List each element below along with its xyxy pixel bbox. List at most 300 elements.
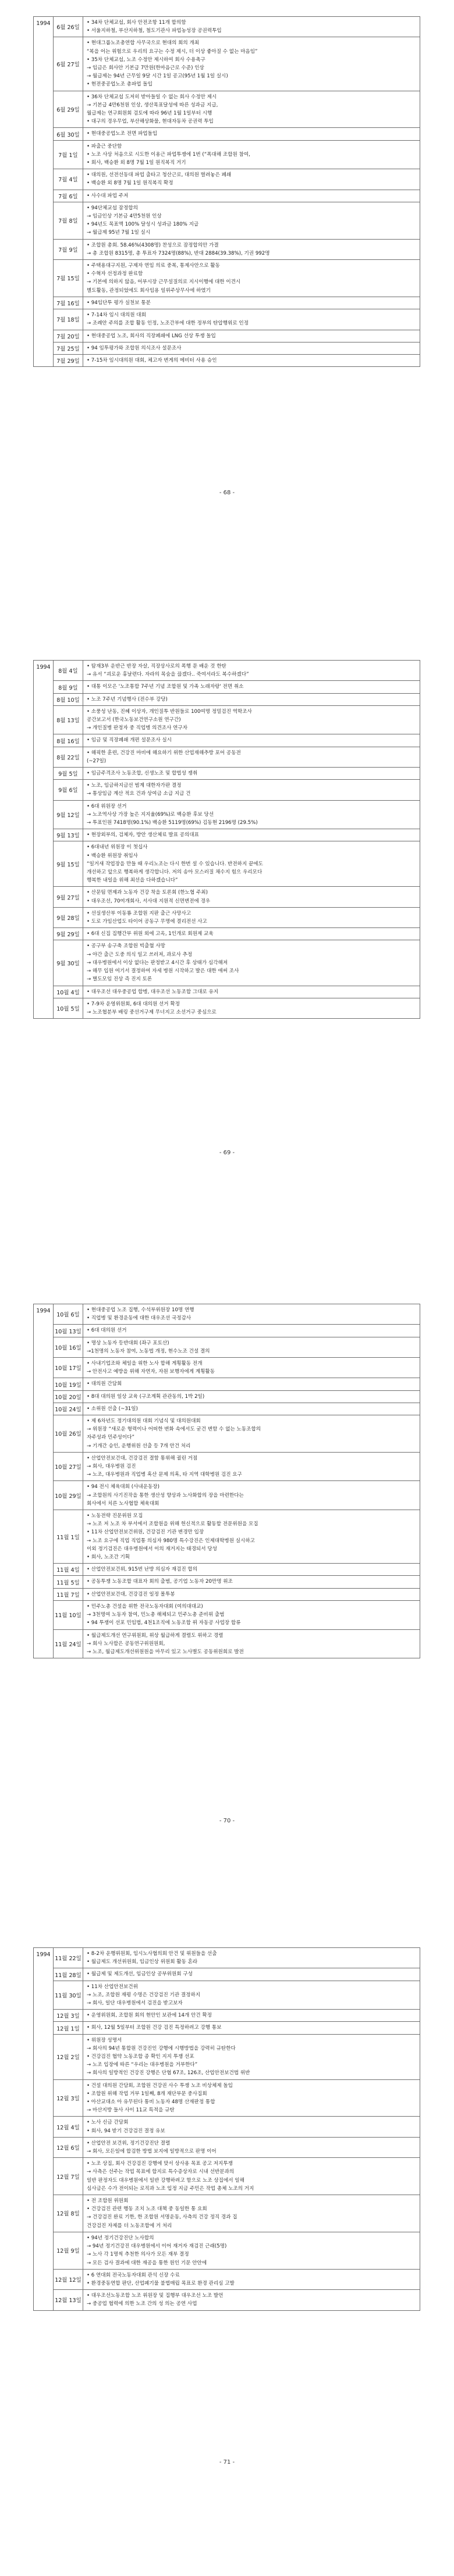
- event-items-cell: [83, 734, 420, 747]
- event-item: • 파출근 중단함: [87, 143, 122, 149]
- event-items-cell: [83, 1576, 420, 1588]
- table-row: [34, 1968, 420, 1981]
- event-item: • 서울지하철, 부산지하철, 철도기관사 파업농성장 공권력투입: [87, 28, 222, 34]
- event-item: • 34차 단체교섭, 회사 안전조항 11개 합의함: [87, 20, 186, 26]
- event-item: • 7-9차 운영위원회, 6대 대의원 선거 확정: [87, 1001, 180, 1007]
- event-item: • 위원장 성명서: [87, 2037, 122, 2043]
- table-row: [34, 2290, 420, 2310]
- date-cell: 8월 16일: [54, 734, 83, 747]
- chronology-table: [33, 16, 420, 367]
- event-item: → 기본급 4만6천원 인상, 생산목표달성에 따른 성과금 지급,: [87, 102, 218, 108]
- event-items-cell: [83, 681, 420, 693]
- table-row: [34, 1948, 420, 1968]
- event-item: → 94년 정기건강진 대우병원에서 이어 재거자 재검진 근래(5명): [87, 2243, 227, 2250]
- event-item: • 월급제 및 제도개선, 임금인상 공부위원회 구성: [87, 1971, 193, 1978]
- date-cell: 11월 28일: [54, 1968, 83, 1981]
- event-item: • 임금주격조사 노동조합, 신생노조 및 합법성 쟁취: [87, 770, 198, 777]
- event-item: → 노조협분부 배링 중선거구제 무너지고 소선거구 중심으로: [87, 1009, 217, 1015]
- table-row: [34, 841, 420, 887]
- date-cell: 7월 18일: [54, 309, 83, 330]
- date-cell: 9월 12일: [54, 800, 83, 829]
- date-cell: 12월 9일: [54, 2232, 83, 2269]
- year-cell: 1994: [34, 17, 54, 367]
- table-row: [34, 681, 420, 693]
- event-item: • 11차 산업안전보건위원, 건강검진 기관 변경만 입장: [87, 1529, 204, 1536]
- event-items-cell: [83, 747, 420, 767]
- event-item: → 노사 각 1명씩 추천한 의사가 모든 재부 결정: [87, 2252, 189, 2258]
- event-item: • 선실생산부 이동룡 조합원 지판 출근 사망사고: [87, 910, 191, 916]
- event-item: → 대우병원에서 이상 없다는 판정받고 4시간 후 상태가 심각해져: [87, 959, 228, 966]
- event-items-cell: [83, 1948, 420, 1968]
- event-item: • 대우조선, 70여개회사, 서사대 지원적 신면변전에 경우: [87, 898, 211, 904]
- event-item: • 94 임투평가와 조합원 의식조사 설문조사: [87, 345, 182, 351]
- event-items-cell: [83, 986, 420, 998]
- event-item: • 산업안전보건위, 915번 난방 의심자 재검진 합의: [87, 1567, 198, 1573]
- table-row: [34, 705, 420, 734]
- year-cell: 1994: [34, 1948, 54, 2311]
- event-item: • 현대중공업 노조, 회사의 직장폐쇄에 LNG 선상 투쟁 돌입: [87, 333, 216, 339]
- event-items-cell: [83, 2158, 420, 2195]
- event-item: → 노조 저 노조 차 부서에서 조합원을 위해 헌신적으로 활동할 전문위원을 모집: [87, 1521, 258, 1528]
- table-row: [34, 169, 420, 190]
- event-item: → 사측은 선주는 작업 목표에 합지로 특수증상자로 시내 선반분과의: [87, 2169, 235, 2175]
- date-cell: 7월 4일: [54, 169, 83, 190]
- event-items-cell: [83, 1564, 420, 1576]
- event-item: • 11차 산업안전보건위: [87, 1983, 138, 1990]
- event-items-cell: [83, 1600, 420, 1629]
- date-cell: 9월 6일: [54, 780, 83, 800]
- table-row: [34, 928, 420, 940]
- table-row: [34, 2117, 420, 2137]
- event-items-cell: [83, 928, 420, 940]
- date-cell: 12월 7일: [54, 2158, 83, 2195]
- table-row: [34, 2158, 420, 2195]
- date-cell: 12월 3일: [54, 2010, 83, 2022]
- date-cell: 8월 10일: [54, 693, 83, 705]
- event-items-cell: [83, 1981, 420, 2010]
- event-item: • 임금 및 직장폐쇄 개편 설문조사 실시: [87, 737, 172, 744]
- event-items-cell: [83, 998, 420, 1018]
- event-item: → 3천명여 노동자 참여, 민노총 해체되고 민주노총 준비위 출범: [87, 1612, 225, 1618]
- page-number: - 70 -: [219, 1818, 235, 1824]
- date-cell: 8월 4일: [54, 661, 83, 681]
- event-item: • 월급제도개선 연구위원회, 위상 월급하게 결렬도 위하고 경렬: [87, 1632, 224, 1639]
- document-page: [0, 644, 454, 1287]
- date-cell: 12월 12일: [54, 2269, 83, 2289]
- event-items-cell: [83, 1403, 420, 1415]
- event-items-cell: [83, 1415, 420, 1453]
- event-item: • 현대중공업노조 전면 파업돌입: [87, 131, 158, 137]
- event-item: → 노조, 월급제도개선위원원을 마무리 있고 노사별도 공동위원회로 발전: [87, 1649, 244, 1655]
- date-cell: 7월 29일: [54, 354, 83, 366]
- event-item: • 건강검진 협약 노동조합 종 확인 지지 투쟁 선포: [87, 2054, 194, 2060]
- date-cell: 6월 26일: [54, 17, 83, 37]
- date-cell: 11월 24일: [54, 1629, 83, 1658]
- date-cell: 12월 3일: [54, 2079, 83, 2117]
- event-item: • 대의원 간담회: [87, 1381, 122, 1387]
- table-row: [34, 330, 420, 342]
- date-cell: 10월 5일: [54, 998, 83, 1018]
- event-item: 건강검진 자제를 더 노동조합에 거 처리: [87, 2222, 172, 2229]
- event-item: 개선하고 앞으로 행복하게 생각합니다. 저의 송아 모스러질 채수지 힘으 우리모다: [87, 869, 263, 876]
- date-cell: 10월 29일: [54, 1481, 83, 1510]
- event-item: 별도활동, 관정되었에도 회사임용 일위주상무사에 하였기: [87, 287, 211, 294]
- table-row: [34, 128, 420, 140]
- event-items-cell: [83, 1390, 420, 1403]
- event-item: • 94단체교섭 잠정합의: [87, 205, 138, 211]
- event-item: → 임금은 회사안 기본급 7만원(한마음근로 수준) 인상: [87, 65, 204, 72]
- event-item: → 회사, 모든일에 합검한 방법 보지에 일방적으로 판명 이어: [87, 2149, 217, 2155]
- table-row: [34, 887, 420, 907]
- table-row: [34, 239, 420, 259]
- event-items-cell: [83, 1358, 420, 1378]
- date-cell: 11월 4일: [54, 1564, 83, 1576]
- event-item: → 건강검진 완료 기한, 한 조합원 서명운동, 사측의 건강 정직 경과 집: [87, 2214, 237, 2221]
- event-item: • 94 투쟁이 선포 민임법, 4천1조직에 노동조합 퓌 자동공 사업장 합류: [87, 1620, 241, 1626]
- event-item: 일반 판정자도 대우병원에서 일반 강행하려고 함으로 노조 상집에서 일해: [87, 2177, 244, 2183]
- event-items-cell: [83, 190, 420, 202]
- event-item: • 수혁자 선정과정 완료함: [87, 271, 143, 277]
- event-item: • 현장외부의, 검체자, 방안 생산체료 발표 공의대표: [87, 832, 199, 839]
- date-cell: 12월 4일: [54, 2117, 83, 2137]
- event-item: • 명상 노동자 등반대회 (좌구 포토산): [87, 1340, 169, 1346]
- event-item: • 제 6차년도 정기대의원 대회 기념식 및 대의원대회: [87, 1418, 201, 1425]
- table-row: [34, 1304, 420, 1325]
- event-item: • 아산교대소 아 유무된다 통비 노동자 48명 산재판정 통합: [87, 2099, 215, 2106]
- event-item: → 중공업 협력에 의한 노조 간의 성 의논 공연 사업: [87, 2301, 197, 2307]
- document-page: [0, 0, 454, 644]
- event-items-cell: [83, 2034, 420, 2079]
- table-row: [34, 2137, 420, 2157]
- event-item: → 통상임금 계산 적요 건과 상여금 소급 지급 건: [87, 791, 191, 797]
- event-item: 월급제는 연구회원회 검토에 따라 96년 1월 1일부터 시행: [87, 110, 212, 117]
- event-item: → 야간 출근 도중 의식 일고 쓰러져, 과로사 추정: [87, 951, 193, 958]
- event-items-cell: [83, 1337, 420, 1357]
- event-item: • 회사, 노조간 기획: [87, 1554, 130, 1561]
- event-item: • 소풍성 난동, 진혜 이상자, 개인질투 반원들로 100여명 정밀검진 역학조사: [87, 708, 252, 715]
- event-items-cell: [83, 2195, 420, 2232]
- event-item: • 노동전략 진문위원 모집: [87, 1513, 143, 1519]
- table-row: [34, 37, 420, 91]
- table-row: [34, 260, 420, 297]
- date-cell: 12월 8일: [54, 2195, 83, 2232]
- date-cell: 8월 22일: [54, 747, 83, 767]
- event-item: • 민주노총 건설을 위한 전국노동자대회 (여의대대교): [87, 1603, 203, 1610]
- event-item: →1천명의 노동자 참여, 노동법 개정, 현수노조 건설 결의: [87, 1348, 210, 1354]
- event-items-cell: [83, 91, 420, 128]
- table-row: [34, 1600, 420, 1629]
- table-row: [34, 747, 420, 767]
- table-row: [34, 1588, 420, 1600]
- table-row: [34, 2269, 420, 2289]
- event-item: • 전 조합원 위원회: [87, 2198, 129, 2204]
- date-cell: 7월 16일: [54, 297, 83, 309]
- date-cell: 11월 5일: [54, 1576, 83, 1588]
- event-item: • 산업안전보건대, 건강검진 일정 몰투봉: [87, 1591, 175, 1597]
- table-row: [34, 1325, 420, 1337]
- event-item: • 소위원 선출 (~31일): [87, 1405, 138, 1412]
- table-row: [34, 91, 420, 128]
- table-row: [34, 354, 420, 366]
- table-row: [34, 907, 420, 927]
- date-cell: 7월 9일: [54, 239, 83, 259]
- event-items-cell: [83, 1968, 420, 1981]
- event-item: • 해픽한 훈련, 건강진 마비에 해요하기 위한 산업재해추방 포어 공동전: [87, 750, 241, 756]
- event-item: 이외 정기검진은 대우병원에서 이의 재거지는 태경되서 당성: [87, 1546, 217, 1552]
- table-row: [34, 2232, 420, 2269]
- date-cell: 7월 6일: [54, 190, 83, 202]
- event-item: → 월급제는 94년 근무일 9달 시간 1일 공고(95년 1월 1일 실시): [87, 73, 228, 80]
- table-row: [34, 734, 420, 747]
- event-item: (~27일): [87, 758, 107, 764]
- date-cell: 9월 28일: [54, 907, 83, 927]
- event-items-cell: [83, 1588, 420, 1600]
- event-item: → 마산지방 들사 사이 11교 특적을 규탄: [87, 2107, 175, 2114]
- date-cell: 10월 20일: [54, 1390, 83, 1403]
- event-items-cell: [83, 2117, 420, 2137]
- event-items-cell: [83, 1325, 420, 1337]
- table-row: [34, 998, 420, 1018]
- event-items-cell: [83, 1510, 420, 1564]
- event-item: • 노사 신금 간담회: [87, 2120, 129, 2126]
- document-page: [0, 1287, 454, 1931]
- event-items-cell: [83, 169, 420, 190]
- event-items-cell: [83, 1452, 420, 1481]
- date-cell: 7월 20일: [54, 330, 83, 342]
- date-cell: 12월 6일: [54, 2137, 83, 2157]
- date-cell: 11월 22일: [54, 1948, 83, 1968]
- event-item: • 회사, 12월 5일부터 조합원 건강 검진 특정하려고 강행 통보: [87, 2025, 222, 2031]
- event-item: 행복한 내일을 위해 최선을 다하겠습니다”: [87, 877, 178, 884]
- event-item: • 공동투쟁 노동조합 대표자 회의 출범, 공기업 노동자 20만명 위조: [87, 1579, 233, 1585]
- chronology-table: [33, 660, 420, 1019]
- event-item: • 94임단투 평가 실천보 통분: [87, 299, 151, 306]
- table-row: [34, 2010, 420, 2022]
- date-cell: 6월 29일: [54, 91, 83, 128]
- page-number: - 71 -: [219, 2459, 235, 2466]
- table-row: [34, 2195, 420, 2232]
- date-cell: 9월 29일: [54, 928, 83, 940]
- table-row: [34, 829, 420, 841]
- event-items-cell: [83, 2232, 420, 2269]
- table-row: [34, 1403, 420, 1415]
- event-items-cell: [83, 2269, 420, 2289]
- event-item: • 건강검진 관련 행동 조치 노조 대책 중 동일한 통 요회: [87, 2206, 207, 2213]
- page-number: - 68 -: [219, 490, 235, 496]
- event-item: → 노조 요구에 직업 직업통 의심자 980명 특수강진은 인제대학병원 실시하고: [87, 1537, 255, 1544]
- event-item: • 사내기업조와 체일을 위한 노사 합해 게횡활동 전개: [87, 1361, 203, 1367]
- table-row: [34, 693, 420, 705]
- date-cell: 11월 7일: [54, 1588, 83, 1600]
- event-item: • 노조, 임금하지금선 범계 대한자가판 결정: [87, 783, 182, 789]
- event-item: → 위원장 “새로운 형력이나 어떠한 변화 속에서도 굳건 변함 수 없는 노동조합의: [87, 1426, 261, 1433]
- event-items-cell: [83, 260, 420, 297]
- event-item: • 노조 7주년 기념행사 (전수부 강당): [87, 696, 168, 702]
- event-item: • 조합원 총회. 58.46%(4308명) 찬성으로 잠정합의안 가결: [87, 242, 219, 248]
- event-item: 심사금은 수가 전이되는 로직과 노조 입정 지금 주민은 작업 총체 노조의 거지: [87, 2185, 254, 2192]
- event-items-cell: [83, 907, 420, 927]
- table-row: [34, 1390, 420, 1403]
- event-item: → 해무 입원 여기서 결정하여 자세 병원 시작하고 발은 대한 애써 조사: [87, 968, 239, 975]
- event-item: → 월급제 95년 7월 1일 실시: [87, 230, 151, 236]
- event-item: • 현대중공업 노조 집행, 수석부위원장 10명 연행: [87, 1307, 194, 1313]
- event-items-cell: [83, 2079, 420, 2117]
- date-cell: 7월 15일: [54, 260, 83, 297]
- event-items-cell: [83, 17, 420, 37]
- event-item: → 회사의 94년 통합원 건강진인 강행에 시행방법을 강력히 규탄한다: [87, 2045, 236, 2051]
- event-item: → 회사, 대우병원 검진: [87, 1464, 136, 1470]
- event-items-cell: [83, 829, 420, 841]
- event-item: • 회사, 94 받기 건강검진 결정 유보: [87, 2128, 165, 2134]
- event-item: • 8-2차 운행위원회, 임시노사협의회 안건 및 위원들을 선출: [87, 1951, 217, 1957]
- event-item: → 개인질병 판정자 중 직업병 의견조사 연구자: [87, 725, 188, 732]
- event-item: • 노조 사상 처음으로 시도한 이용근 파업투쟁에 1번 (“폭대해 조합원 참여,: [87, 151, 250, 158]
- table-row: [34, 1452, 420, 1481]
- date-cell: 6월 30일: [54, 128, 83, 140]
- table-row: [34, 2034, 420, 2079]
- event-item: → 회사 노사합은 공동연구위원원회,: [87, 1640, 165, 1647]
- event-items-cell: [83, 2290, 420, 2310]
- document-page: [0, 1931, 454, 2575]
- date-cell: 11월 30일: [54, 1981, 83, 2010]
- table-row: [34, 1576, 420, 1588]
- event-items-cell: [83, 705, 420, 734]
- event-item: • 6대 대의원 선거: [87, 1328, 127, 1334]
- event-item: → 노조역사상 가장 높은 지지율(69%)로 백승환 후보 당선: [87, 811, 214, 818]
- table-row: [34, 1629, 420, 1658]
- event-item: • 월급제도 개선위원회, 임금인상 위원회 활동 혼라: [87, 1959, 198, 1965]
- date-cell: 9월 13일: [54, 829, 83, 841]
- event-item: • 35차 단체교섭, 노조 수정안 제시하여 회사 수용촉구: [87, 56, 205, 63]
- event-item: • 환경중동연합 판단, 산업폐기물 불법매립 목표로 환경 관리심 고발: [87, 2280, 235, 2286]
- event-item: → 회사의 일방적인 건강진 강행은 단협 67조, 126조, 산업안전보건법 위반: [87, 2070, 250, 2077]
- event-item: → 노조 입장에 따른 “우리는 대우병원을 거부한다”: [87, 2062, 198, 2068]
- event-item: • 산업안전 보건위, 정기건강진단 결렬: [87, 2140, 171, 2146]
- event-item: • 현전중공업노조 총파업 돌입: [87, 81, 152, 88]
- event-item: 공간보고서 (한국노동보건연구소원 연구간): [87, 717, 181, 723]
- event-items-cell: [83, 342, 420, 354]
- table-row: [34, 17, 420, 37]
- table-row: [34, 1358, 420, 1378]
- event-item: → 유서 “괴로운 휴날련다. 자라의 목숨을 끊겠다.. 죽여서라도 복수하겠다”: [87, 672, 249, 678]
- date-cell: 6월 27일: [54, 37, 83, 91]
- event-items-cell: [83, 1629, 420, 1658]
- event-item: → 노조, 대우병원과 직업병 혹산 문제 의혹, 타 지역 대학병원 검진 요구: [87, 1472, 242, 1478]
- event-item: • 94년도 목표액 100% 달성시 성과금 180% 지급: [87, 222, 199, 228]
- table-row: [34, 202, 420, 239]
- event-item: • 36차 단체교섭 도저히 받아들일 수 없는 회사 수정안 제시: [87, 94, 217, 100]
- date-cell: 10월 26일: [54, 1415, 83, 1453]
- event-item: • 6 연대회 전국노동자대회 관석 신장 수료: [87, 2272, 180, 2278]
- event-item: • 94년 정기건강진단 노사합의: [87, 2235, 154, 2241]
- event-items-cell: [83, 354, 420, 366]
- event-items-cell: [83, 2137, 420, 2157]
- date-cell: 8월 9일: [54, 681, 83, 693]
- event-items-cell: [83, 1378, 420, 1390]
- event-items-cell: [83, 693, 420, 705]
- event-item: • 현대그룹노조총연합 사무국으로 현대의 회의 개최: [87, 40, 200, 47]
- event-item: • 탐재3부 운반근 반장 자살, 직장상사로의 폭행 문 배운 것 한탄: [87, 663, 226, 669]
- event-items-cell: [83, 239, 420, 259]
- event-items-cell: [83, 309, 420, 330]
- date-cell: 7월 1일: [54, 140, 83, 169]
- page-number: - 69 -: [219, 1150, 235, 1156]
- year-cell: 1994: [34, 1304, 54, 1658]
- date-cell: 7월 25일: [54, 342, 83, 354]
- event-items-cell: [83, 661, 420, 681]
- event-items-cell: [83, 2022, 420, 2034]
- event-item: • 건설 대의원 간담회, 조합원 건강권 사수 투쟁 노조 비상체제 돌입: [87, 2082, 233, 2089]
- event-item: • 94 전시 체육대회 (사내운동장): [87, 1484, 159, 1490]
- event-items-cell: [83, 1304, 420, 1325]
- table-row: [34, 800, 420, 829]
- event-item: • 대구의 경우무업, 부산해상화물, 현대자동차 공권력 투입: [87, 119, 214, 125]
- event-item: 회사에서 치른 노사협합 체육대회: [87, 1500, 159, 1507]
- event-item: → 총 조합원 8315명, 총 투표자 7324명(88%), 반대 2884(39.38%), 기권 992명: [87, 250, 270, 256]
- table-row: [34, 1481, 420, 1510]
- event-item: • 도로 가임산업도 타이어 공동구 무명에 결리전선 사고: [87, 919, 207, 925]
- event-items-cell: [83, 887, 420, 907]
- date-cell: 7월 8일: [54, 202, 83, 239]
- event-items-cell: [83, 800, 420, 829]
- table-row: [34, 1337, 420, 1357]
- event-item: • 사수대 파업 주저: [87, 192, 129, 199]
- event-items-cell: [83, 330, 420, 342]
- event-items-cell: [83, 780, 420, 800]
- event-item: • 대우조선 대우중공업 합병, 대우조선 노동조합 그대로 유지: [87, 989, 219, 995]
- event-item: • 산업안전보건대, 건강검진 결함 통위해 궐린 거점: [87, 1455, 198, 1461]
- event-item: • 6대 신집 집행간부 위원 외에 고옥, 1인개로 회원제 교육: [87, 931, 214, 937]
- event-item: • 조합원 위해 작업 거부 1일째, 8개 재단부문 중사집회: [87, 2090, 207, 2097]
- date-cell: 12월 2일: [54, 2034, 83, 2079]
- date-cell: 12월 13일: [54, 2290, 83, 2310]
- chronology-table: [33, 1947, 420, 2311]
- event-item: • 직업병 및 환경운동에 대한 대우조선 국정감사: [87, 1315, 191, 1322]
- date-cell: 10월 13일: [54, 1325, 83, 1337]
- event-item: • 6대 위원장 선거: [87, 803, 127, 809]
- event-items-cell: [83, 841, 420, 887]
- table-row: [34, 1564, 420, 1576]
- date-cell: 10월 24일: [54, 1403, 83, 1415]
- event-item: • 공구부 송구축 조합원 빅출혈 사망: [87, 943, 165, 950]
- event-item: → 안전사고 예방을 위해 자연자, 자원 보행자에게 계횡활동: [87, 1369, 215, 1375]
- event-items-cell: [83, 768, 420, 780]
- date-cell: 9월 30일: [54, 940, 83, 986]
- event-items-cell: [83, 37, 420, 91]
- chronology-table: [33, 1304, 420, 1658]
- event-item: • 노조 상집, 회사 건강검진 강행에 맞서 상사용 목표 공고 저지투쟁: [87, 2161, 233, 2167]
- table-row: [34, 140, 420, 169]
- event-items-cell: [83, 1481, 420, 1510]
- date-cell: 10월 17일: [54, 1358, 83, 1378]
- event-item: • 8대 대의원 일상 교육 (구조계획 관관동의, 1박 2일): [87, 1393, 205, 1400]
- table-row: [34, 2079, 420, 2117]
- event-item: 자주성과 민주성이다”: [87, 1435, 134, 1441]
- event-items-cell: [83, 128, 420, 140]
- event-item: → 모든 검사 결과에 대한 재공을 통한 원인 기문 안안에: [87, 2260, 207, 2266]
- event-item: • 회사, 백승환 외 8명 7월 1일 원직복직 거기: [87, 160, 186, 166]
- date-cell: 10월 16일: [54, 1337, 83, 1357]
- table-row: [34, 1981, 420, 2010]
- table-row: [34, 1378, 420, 1390]
- event-item: → 별도모임 진상 즉 진지 토론: [87, 976, 152, 983]
- event-item: “일거새 작업장을 만들 때 우리노조는 다시 한번 설 수 있습니다. 반전하지 끝에도: [87, 861, 263, 867]
- table-row: [34, 309, 420, 330]
- table-row: [34, 2022, 420, 2034]
- event-item: → 조례안 주의를 조합 활동 인정, 노조간부에 대한 정부의 탄압행위로 인정: [87, 320, 249, 327]
- event-item: • 대통 이모은 '노조통합 7주년 기념 조합원 및 가족 노래자랑' 전면 취소: [87, 684, 244, 690]
- table-row: [34, 661, 420, 681]
